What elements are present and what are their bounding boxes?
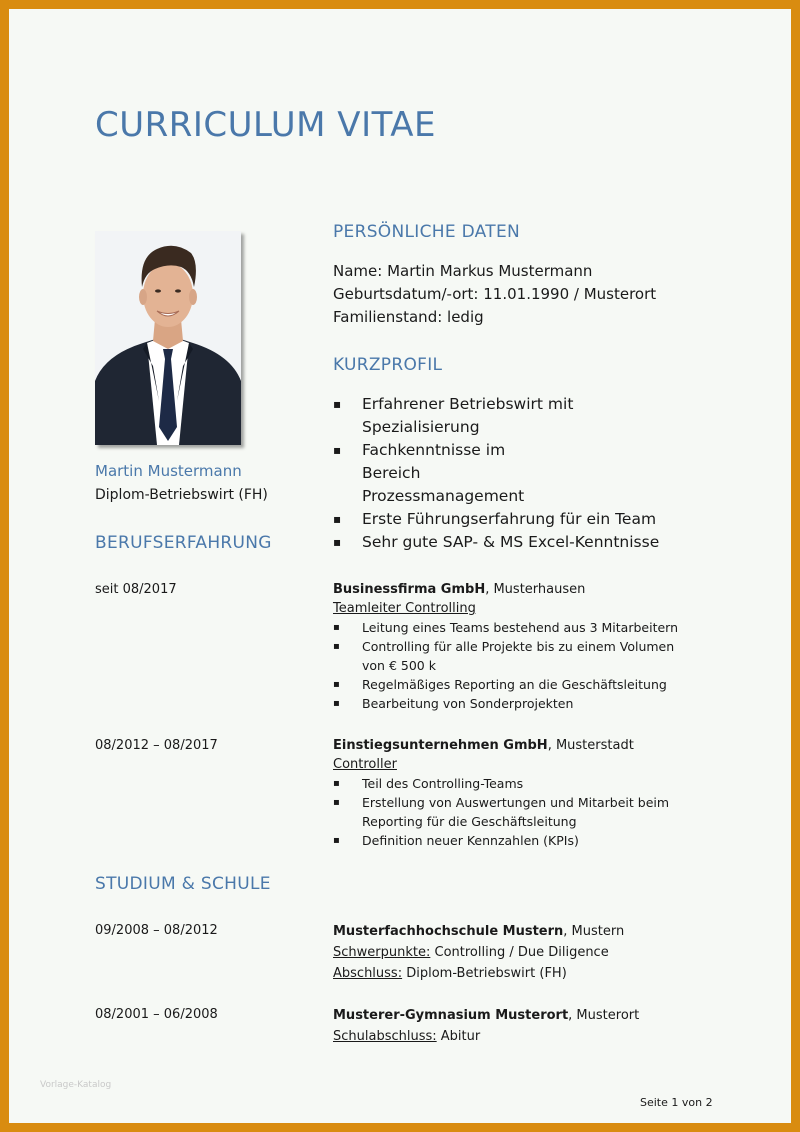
experience-period: seit 08/2017 [95, 582, 177, 597]
portrait-icon [95, 231, 241, 445]
list-item: ▪ Sehr gute SAP- & MS Excel-Kenntnisse [333, 531, 693, 554]
job-title: Controller [333, 757, 397, 772]
list-item: ▪ Definition neuer Kennzahlen (KPIs) [333, 831, 713, 850]
education-period: 09/2008 – 08/2012 [95, 923, 218, 938]
list-item: ▪ Regelmäßiges Reporting an die Geschäftsleitung [333, 675, 713, 694]
school-name: Musterer-Gymnasium Musterort [333, 1008, 569, 1023]
personal-name-line: Name: Martin Markus Mustermann [333, 262, 593, 280]
experience-entry [333, 580, 713, 713]
list-item: ▪ Controlling für alle Projekte bis zu einem Volumen von € 500 k [333, 637, 692, 675]
education-entry [333, 921, 713, 984]
cv-page [9, 9, 791, 1123]
list-item: ▪ Erstellung von Auswertungen und Mitarbeit beim Reporting für die Geschäftsleitung [333, 793, 702, 831]
list-item: ▪ Bearbeitung von Sonderprojekten [333, 694, 713, 713]
personal-status-line: Familienstand: ledig [333, 308, 484, 326]
kurzprofil-list [333, 393, 693, 554]
profile-degree: Diplom-Betriebswirt (FH) [95, 487, 268, 503]
company-location: , Musterhausen [485, 582, 586, 597]
page-title: CURRICULUM VITAE [95, 105, 436, 145]
list-item: ▪ Fachkenntnisse im Bereich Prozessmanagement [333, 439, 562, 508]
graduation-label: Schulabschluss: [333, 1029, 437, 1044]
school-name: Musterfachhochschule Mustern [333, 924, 564, 939]
degree-label: Abschluss: [333, 966, 403, 981]
list-item: ▪ Erste Führungserfahrung für ein Team [333, 508, 693, 531]
company-name: Einstiegsunternehmen GmbH [333, 738, 548, 753]
degree-value: Diplom-Betriebswirt (FH) [402, 966, 567, 981]
school-location: , Mustern [563, 924, 625, 939]
experience-entry [333, 736, 713, 850]
responsibility-list [333, 774, 713, 850]
school-location: , Musterort [568, 1008, 640, 1023]
section-kurzprofil-heading: KURZPROFIL [333, 355, 443, 375]
focus-value: Controlling / Due Diligence [430, 945, 609, 960]
list-item: ▪ Erfahrener Betriebswirt mit Spezialisierung [333, 393, 693, 439]
section-experience-heading: BERUFSERFAHRUNG [95, 533, 272, 553]
experience-period: 08/2012 – 08/2017 [95, 738, 218, 753]
section-education-heading: STUDIUM & SCHULE [95, 874, 271, 894]
list-item: ▪ Teil des Controlling-Teams [333, 774, 713, 793]
job-title: Teamleiter Controlling [333, 601, 476, 616]
education-entry [333, 1005, 713, 1047]
focus-label: Schwerpunkte: [333, 945, 431, 960]
personal-info [333, 260, 656, 329]
portrait-photo [95, 231, 241, 445]
page-footer: Seite 1 von 2 [640, 1096, 713, 1109]
watermark: Vorlage-Katalog [40, 1080, 112, 1090]
list-item: ▪ Leitung eines Teams bestehend aus 3 Mitarbeitern [333, 618, 713, 637]
company-name: Businessfirma GmbH [333, 582, 486, 597]
personal-birth-line: Geburtsdatum/-ort: 11.01.1990 / Musterort [333, 285, 657, 303]
profile-name: Martin Mustermann [95, 462, 242, 480]
section-personal-heading: PERSÖNLICHE DATEN [333, 222, 521, 242]
responsibility-list [333, 618, 713, 713]
education-period: 08/2001 – 06/2008 [95, 1007, 218, 1022]
graduation-value: Abitur [436, 1029, 481, 1044]
company-location: , Musterstadt [547, 738, 634, 753]
